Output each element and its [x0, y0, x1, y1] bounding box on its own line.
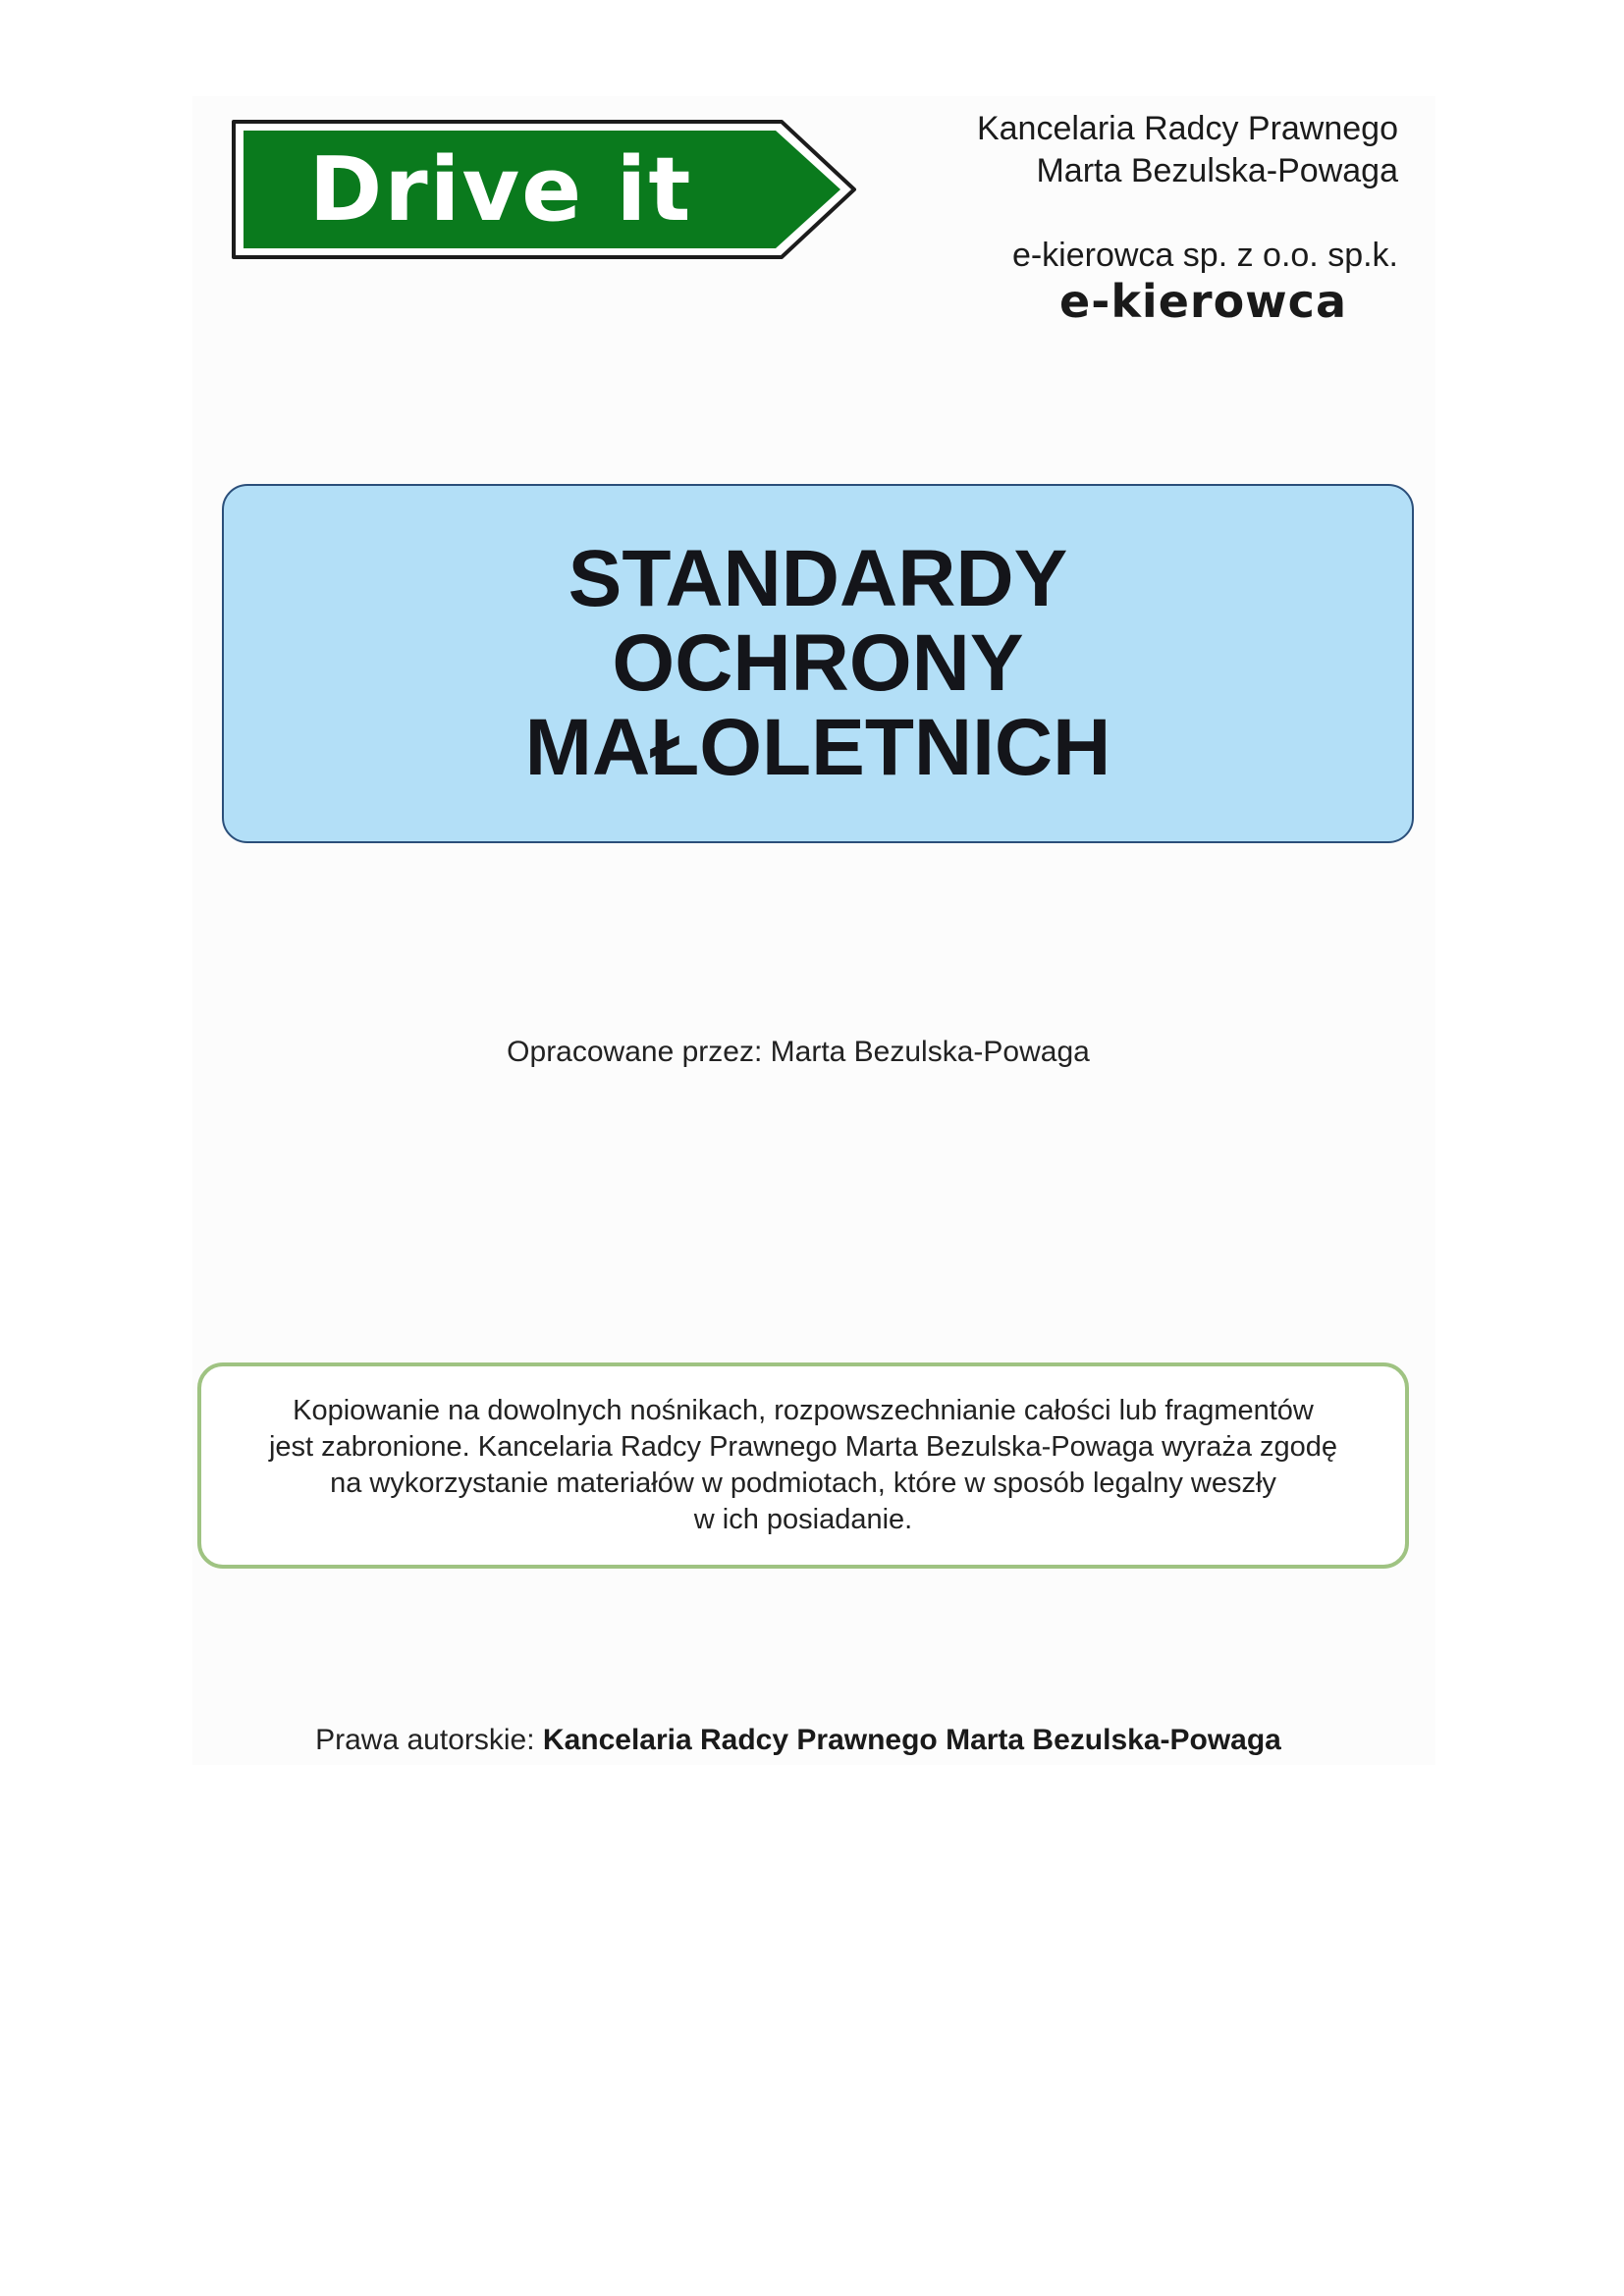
notice-line: w ich posiadanie. — [693, 1504, 913, 1535]
firm-name-line2: Marta Bezulska-Powaga — [1036, 152, 1398, 189]
copyright-holder: Kancelaria Radcy Prawnego Marta Bezulska-Powaga — [542, 1724, 1281, 1756]
document-title — [524, 534, 1111, 792]
firm-info — [976, 108, 1398, 328]
firm-name-line1: Kancelaria Radcy Prawnego — [976, 110, 1398, 147]
title-box — [222, 484, 1414, 843]
e-kierowca-brand-logo: e-kierowca — [1059, 275, 1347, 328]
prepared-by-label: Opracowane przez: — [507, 1036, 763, 1068]
prepared-by — [0, 1036, 1597, 1069]
notice-line: na wykorzystanie materiałów w podmiotach, które w sposób legalny weszły — [330, 1468, 1276, 1499]
notice-line: Kopiowanie na dowolnych nośnikach, rozpowszechnianie całości lub fragmentów — [293, 1395, 1314, 1426]
copyright-label: Prawa autorskie: — [315, 1724, 535, 1756]
logo-text: Drive it — [308, 137, 693, 241]
copyright-notice-box — [197, 1362, 1409, 1569]
title-line: OCHRONY — [612, 618, 1024, 708]
copyright-line — [0, 1724, 1597, 1757]
drive-it-road-sign-logo — [226, 114, 866, 265]
prepared-by-name: Marta Bezulska-Powaga — [770, 1036, 1090, 1068]
copyright-notice-text — [269, 1393, 1337, 1538]
company-name: e-kierowca sp. z o.o. sp.k. — [1011, 237, 1398, 274]
title-line: STANDARDY — [568, 534, 1068, 623]
title-line: MAŁOLETNICH — [524, 703, 1111, 792]
notice-line: jest zabronione. Kancelaria Radcy Prawnego Marta Bezulska-Powaga wyraża zgodę — [268, 1431, 1338, 1463]
